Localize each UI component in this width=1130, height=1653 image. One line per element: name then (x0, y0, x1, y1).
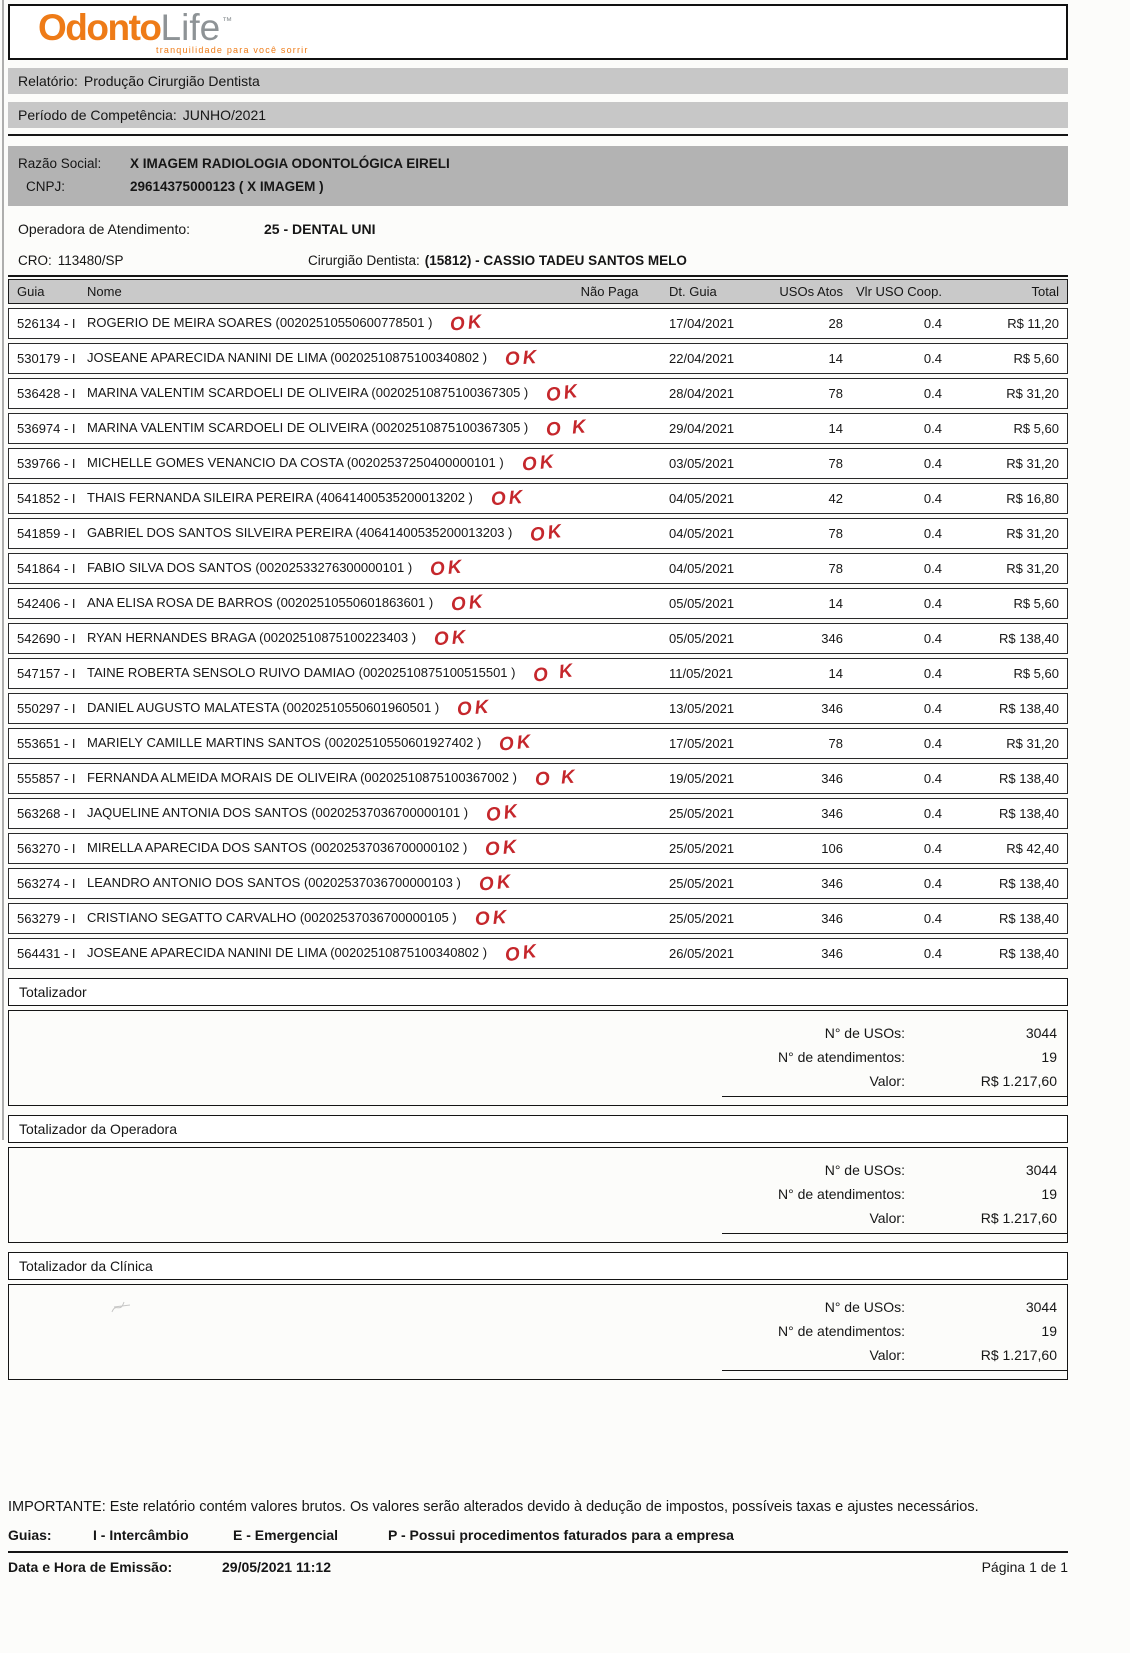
table-row (8, 413, 1068, 444)
handwritten-ok-mark: O K (545, 416, 590, 442)
table-row (8, 868, 1068, 899)
valor-line (9, 1206, 1067, 1230)
row-total: R$ 5,60 (1013, 351, 1059, 366)
atendimentos-label: N° de atendimentos: (777, 1049, 905, 1065)
vlr-uso-coop-value: 0.4 (923, 876, 942, 891)
col-nome: Nome (87, 284, 122, 299)
guia-date: 03/05/2021 (669, 456, 735, 471)
guia-number: 539766 - I (17, 456, 76, 471)
totalizer-title: Totalizador (8, 978, 1068, 1006)
row-total: R$ 31,20 (1006, 526, 1059, 541)
vlr-uso-coop-value: 0.4 (923, 771, 942, 786)
guia-date: 04/05/2021 (669, 561, 735, 576)
guia-number: 536974 - I (17, 421, 76, 436)
guia-number: 547157 - I (17, 666, 76, 681)
guia-number: 550297 - I (17, 701, 76, 716)
patient-name: MIRELLA APARECIDA DOS SANTOS (00202537036700000102 ) OK (87, 836, 521, 861)
row-total: R$ 16,80 (1006, 491, 1059, 506)
row-total: R$ 5,60 (1013, 596, 1059, 611)
usos-atos-value: 78 (828, 386, 843, 401)
table-row (8, 518, 1068, 549)
guia-number: 542406 - I (17, 596, 76, 611)
valor-line (9, 1343, 1067, 1367)
guia-date: 05/05/2021 (669, 631, 735, 646)
cnpj-label: CNPJ: (26, 179, 66, 194)
row-total: R$ 5,60 (1013, 421, 1059, 436)
row-total: R$ 31,20 (1006, 386, 1059, 401)
dentist-value: (15812) - CASSIO TADEU SANTOS MELO (424, 253, 687, 268)
company-block (8, 146, 1068, 206)
totalizer-body (8, 1010, 1068, 1106)
usos-atos-value: 78 (828, 526, 843, 541)
emission-row (8, 1551, 1068, 1575)
usos-value: 3044 (1025, 1162, 1057, 1178)
row-total: R$ 5,60 (1013, 666, 1059, 681)
patient-name: GABRIEL DOS SANTOS SILVEIRA PEREIRA (40641400535200013203 ) OK (87, 521, 567, 547)
important-note: IMPORTANTE: Este relatório contém valores brutos. Os valores serão alterados devido à dedução de impostos, possíveis taxas e ajustes necessários. (8, 1499, 979, 1515)
patient-name: FERNANDA ALMEIDA MORAIS DE OLIVEIRA (00202510875100367002 ) O K (87, 766, 579, 791)
usos-atos-value: 346 (821, 911, 843, 926)
guia-number: 526134 - I (17, 316, 76, 331)
valor-underline (722, 1233, 1067, 1234)
guia-date: 25/05/2021 (669, 876, 735, 891)
page-number: Página 1 de 1 (981, 1558, 1068, 1575)
valor-label: Valor: (869, 1073, 905, 1089)
usos-atos-value: 346 (821, 631, 843, 646)
atendimentos-line (9, 1045, 1067, 1069)
handwritten-ok-mark: OK (433, 627, 470, 651)
valor-underline (722, 1370, 1067, 1371)
table-row (8, 833, 1068, 864)
handwritten-ok-mark: O K (534, 766, 579, 791)
table-row (8, 728, 1068, 759)
guias-table-body (8, 308, 1068, 969)
period-bar (8, 102, 1068, 128)
valor-value: R$ 1.217,60 (980, 1210, 1057, 1226)
usos-atos-value: 78 (828, 456, 843, 471)
atendimentos-value: 19 (1041, 1186, 1057, 1202)
handwritten-ok-mark: OK (449, 311, 486, 337)
table-row (8, 378, 1068, 409)
operadora-row (8, 218, 1068, 240)
emission-value: 29/05/2021 11:12 (222, 1558, 331, 1575)
table-row (8, 763, 1068, 794)
usos-atos-value: 14 (828, 351, 843, 366)
col-guia: Guia (17, 284, 45, 299)
operadora-totalizer-body (8, 1147, 1068, 1243)
usos-label: N° de USOs: (824, 1025, 905, 1041)
guia-number: 563268 - I (17, 806, 76, 821)
report-value: Produção Cirurgião Dentista (83, 73, 260, 89)
usos-line (9, 1021, 1067, 1045)
patient-name: TAINE ROBERTA SENSOLO RUIVO DAMIAO (00202510875100515501 ) O K (87, 660, 578, 688)
valor-underline (722, 1096, 1067, 1097)
guia-number: 555857 - I (17, 771, 76, 786)
row-total: R$ 138,40 (999, 631, 1059, 646)
vlr-uso-coop-value: 0.4 (923, 421, 942, 436)
vlr-uso-coop-value: 0.4 (923, 561, 942, 576)
cro-value: 113480/SP (57, 253, 124, 268)
scan-artifact-line (2, 0, 4, 1140)
vlr-uso-coop-value: 0.4 (923, 701, 942, 716)
guia-number: 541864 - I (17, 561, 76, 576)
row-total: R$ 31,20 (1006, 561, 1059, 576)
guia-number: 563270 - I (17, 841, 76, 856)
usos-atos-value: 78 (828, 561, 843, 576)
cnpj-row (18, 175, 1058, 198)
table-row (8, 553, 1068, 584)
usos-atos-value: 42 (828, 491, 843, 506)
guia-date: 19/05/2021 (669, 771, 735, 786)
period-value: JUNHO/2021 (182, 107, 267, 123)
usos-atos-value: 346 (821, 771, 843, 786)
legend-emergencial: E - Emergencial (233, 1526, 339, 1543)
logo-text-life: Life (160, 7, 221, 48)
separator-line (8, 134, 1068, 136)
patient-name: JOSEANE APARECIDA NANINI DE LIMA (00202510875100340802 ) OK (87, 347, 541, 371)
patient-name: ROGERIO DE MEIRA SOARES (00202510550600778501 ) OK (87, 311, 486, 337)
row-total: R$ 138,40 (999, 806, 1059, 821)
handwritten-ok-mark: OK (504, 347, 541, 371)
operadora-label: Operadora de Atendimento: (18, 221, 191, 237)
table-row (8, 798, 1068, 829)
pencil-scribble-mark (109, 1297, 135, 1317)
vlr-uso-coop-value: 0.4 (923, 806, 942, 821)
vlr-uso-coop-value: 0.4 (923, 386, 942, 401)
guia-number: 563274 - I (17, 876, 76, 891)
usos-label: N° de USOs: (824, 1162, 905, 1178)
atendimentos-label: N° de atendimentos: (777, 1186, 905, 1202)
usos-atos-value: 14 (828, 666, 843, 681)
guias-legend (8, 1527, 1068, 1543)
row-total: R$ 31,20 (1006, 456, 1059, 471)
patient-name: MARIELY CAMILLE MARTINS SANTOS (00202510550601927402 ) OK (87, 731, 535, 757)
valor-value: R$ 1.217,60 (980, 1073, 1057, 1089)
logo-header (8, 4, 1068, 60)
patient-name: MARINA VALENTIM SCARDOELI DE OLIVEIRA (00202510875100367305 ) O K (87, 416, 590, 442)
emission-label: Data e Hora de Emissão: (8, 1558, 173, 1575)
clinic-totalizer-section (8, 1252, 1068, 1380)
atendimentos-value: 19 (1041, 1323, 1057, 1339)
logo-tagline: tranquilidade para você sorrir (156, 45, 309, 55)
table-row (8, 588, 1068, 619)
logo-trademark: ™ (222, 16, 233, 27)
table-row (8, 343, 1068, 374)
razao-social-value: X IMAGEM RADIOLOGIA ODONTOLÓGICA EIRELI (130, 156, 450, 171)
vlr-uso-coop-value: 0.4 (923, 596, 942, 611)
report-title-bar (8, 68, 1068, 94)
operadora-value: 25 - DENTAL UNI (264, 221, 376, 237)
patient-name: ANA ELISA ROSA DE BARROS (00202510550601863601 ) OK (87, 591, 487, 617)
handwritten-ok-mark: OK (529, 521, 567, 547)
patient-name: LEANDRO ANTONIO DOS SANTOS (00202537036700000103 ) OK (87, 871, 515, 897)
vlr-uso-coop-value: 0.4 (923, 946, 942, 961)
valor-label: Valor: (869, 1210, 905, 1226)
guia-number: 541852 - I (17, 491, 76, 506)
handwritten-ok-mark: OK (484, 801, 522, 827)
guia-date: 13/05/2021 (669, 701, 735, 716)
table-row (8, 308, 1068, 339)
patient-name: MICHELLE GOMES VENANCIO DA COSTA (00202537250400000101 ) OK (87, 451, 558, 477)
guia-date: 04/05/2021 (669, 491, 735, 506)
guia-number: 564431 - I (17, 946, 76, 961)
guias-label: Guias: (8, 1526, 52, 1543)
clinic-totalizer-title: Totalizador da Clínica (8, 1252, 1068, 1280)
valor-label: Valor: (869, 1347, 905, 1363)
usos-atos-value: 346 (821, 946, 843, 961)
row-total: R$ 138,40 (999, 701, 1059, 716)
totalizer-section (8, 978, 1068, 1106)
handwritten-ok-mark: OK (544, 381, 583, 407)
table-row (8, 623, 1068, 654)
vlr-uso-coop-value: 0.4 (923, 316, 942, 331)
operadora-totalizer-title: Totalizador da Operadora (8, 1115, 1068, 1143)
usos-value: 3044 (1025, 1025, 1057, 1041)
guia-date: 25/05/2021 (669, 841, 735, 856)
guia-date: 22/04/2021 (669, 351, 735, 366)
guia-date: 26/05/2021 (669, 946, 735, 961)
table-row (8, 693, 1068, 724)
handwritten-ok-mark: OK (456, 696, 493, 721)
vlr-uso-coop-value: 0.4 (923, 456, 942, 471)
blank-space (8, 1380, 1068, 1498)
vlr-uso-coop-value: 0.4 (923, 736, 942, 751)
handwritten-ok-mark: OK (429, 556, 466, 581)
vlr-uso-coop-value: 0.4 (923, 491, 942, 506)
handwritten-ok-mark: OK (503, 941, 541, 967)
row-total: R$ 11,20 (1007, 316, 1059, 331)
period-label: Período de Competência: (18, 107, 177, 123)
usos-atos-value: 106 (821, 841, 843, 856)
legend-faturados: P - Possui procedimentos faturados para a empresa (388, 1526, 734, 1543)
guia-date: 04/05/2021 (669, 526, 735, 541)
handwritten-ok-mark: OK (498, 731, 535, 757)
usos-atos-value: 346 (821, 806, 843, 821)
vlr-uso-coop-value: 0.4 (923, 911, 942, 926)
guia-date: 05/05/2021 (669, 596, 735, 611)
patient-name: RYAN HERNANDES BRAGA (00202510875100223403 ) OK (87, 627, 470, 651)
patient-name: DANIEL AUGUSTO MALATESTA (00202510550601960501 ) OK (87, 696, 493, 721)
patient-name: JAQUELINE ANTONIA DOS SANTOS (00202537036700000101 ) OK (87, 801, 522, 827)
row-total: R$ 42,40 (1006, 841, 1059, 856)
patient-name: THAIS FERNANDA SILEIRA PEREIRA (40641400535200013202 ) OK (87, 487, 527, 511)
table-row (8, 448, 1068, 479)
logo-text-odonto: Odonto (38, 7, 161, 48)
usos-line (9, 1158, 1067, 1182)
dentist-row (8, 250, 1068, 277)
guia-number: 553651 - I (17, 736, 76, 751)
patient-name: MARINA VALENTIM SCARDOELI DE OLIVEIRA (00202510875100367305 ) OK (87, 381, 583, 407)
usos-atos-value: 28 (828, 316, 843, 331)
atendimentos-label: N° de atendimentos: (777, 1323, 905, 1339)
vlr-uso-coop-value: 0.4 (923, 351, 942, 366)
patient-name: CRISTIANO SEGATTO CARVALHO (00202537036700000105 ) OK (87, 907, 510, 931)
odontolife-logo (38, 9, 1066, 46)
patient-name: JOSEANE APARECIDA NANINI DE LIMA (00202510875100340802 ) OK (87, 941, 541, 967)
row-total: R$ 138,40 (999, 771, 1059, 786)
cro-label: CRO: (18, 253, 52, 268)
guia-number: 542690 - I (17, 631, 76, 646)
clinic-totalizer-body (8, 1284, 1068, 1380)
dentist (308, 253, 687, 268)
table-row (8, 903, 1068, 934)
report-label: Relatório: (18, 73, 78, 89)
vlr-uso-coop-value: 0.4 (923, 666, 942, 681)
col-nao-paga: Não Paga (580, 284, 639, 299)
guia-date: 29/04/2021 (669, 421, 735, 436)
cnpj-value: 29614375000123 ( X IMAGEM ) (130, 179, 324, 194)
row-total: R$ 138,40 (999, 946, 1059, 961)
guia-date: 11/05/2021 (669, 666, 734, 681)
row-total: R$ 31,20 (1006, 736, 1059, 751)
guia-number: 530179 - I (17, 351, 76, 366)
handwritten-ok-mark: O K (532, 660, 578, 688)
col-total: Total (1031, 284, 1059, 299)
table-row (8, 938, 1068, 969)
guia-date: 25/05/2021 (669, 806, 735, 821)
patient-name: FABIO SILVA DOS SANTOS (00202533276300000101 ) OK (87, 556, 466, 581)
usos-atos-value: 14 (828, 421, 843, 436)
col-vlr-uso-coop: Vlr USO Coop. (856, 284, 942, 299)
guia-date: 28/04/2021 (669, 386, 735, 401)
usos-value: 3044 (1025, 1299, 1057, 1315)
vlr-uso-coop-value: 0.4 (923, 841, 942, 856)
vlr-uso-coop-value: 0.4 (923, 526, 942, 541)
guia-number: 563279 - I (17, 911, 76, 926)
guia-number: 541859 - I (17, 526, 76, 541)
guia-date: 25/05/2021 (669, 911, 735, 926)
handwritten-ok-mark: OK (490, 487, 527, 511)
legend-intercambio: I - Intercâmbio (93, 1526, 189, 1543)
dentist-label: Cirurgião Dentista: (308, 253, 420, 268)
handwritten-ok-mark: OK (450, 591, 487, 617)
guia-date: 17/05/2021 (669, 736, 735, 751)
usos-atos-value: 78 (828, 736, 843, 751)
atendimentos-line (9, 1319, 1067, 1343)
handwritten-ok-mark: OK (474, 907, 510, 931)
guia-date: 17/04/2021 (669, 316, 735, 331)
col-dt-guia: Dt. Guia (669, 284, 717, 299)
razao-social-label: Razão Social: (18, 156, 102, 171)
valor-line (9, 1069, 1067, 1093)
table-header (8, 279, 1068, 304)
table-row (8, 658, 1068, 689)
usos-label: N° de USOs: (824, 1299, 905, 1315)
atendimentos-line (9, 1182, 1067, 1206)
valor-value: R$ 1.217,60 (980, 1347, 1057, 1363)
vlr-uso-coop-value: 0.4 (923, 631, 942, 646)
usos-atos-value: 14 (828, 596, 843, 611)
razao-social-row (18, 152, 1058, 175)
row-total: R$ 138,40 (999, 911, 1059, 926)
col-usos-atos: USOs Atos (779, 284, 843, 299)
handwritten-ok-mark: OK (477, 871, 515, 897)
atendimentos-value: 19 (1041, 1049, 1057, 1065)
usos-atos-value: 346 (821, 876, 843, 891)
table-row (8, 483, 1068, 514)
usos-atos-value: 346 (821, 701, 843, 716)
handwritten-ok-mark: OK (484, 836, 521, 861)
cro (18, 253, 308, 268)
usos-line (9, 1295, 1067, 1319)
guia-number: 536428 - I (17, 386, 76, 401)
operadora-totalizer-section (8, 1115, 1068, 1243)
row-total: R$ 138,40 (999, 876, 1059, 891)
handwritten-ok-mark: OK (520, 451, 558, 477)
